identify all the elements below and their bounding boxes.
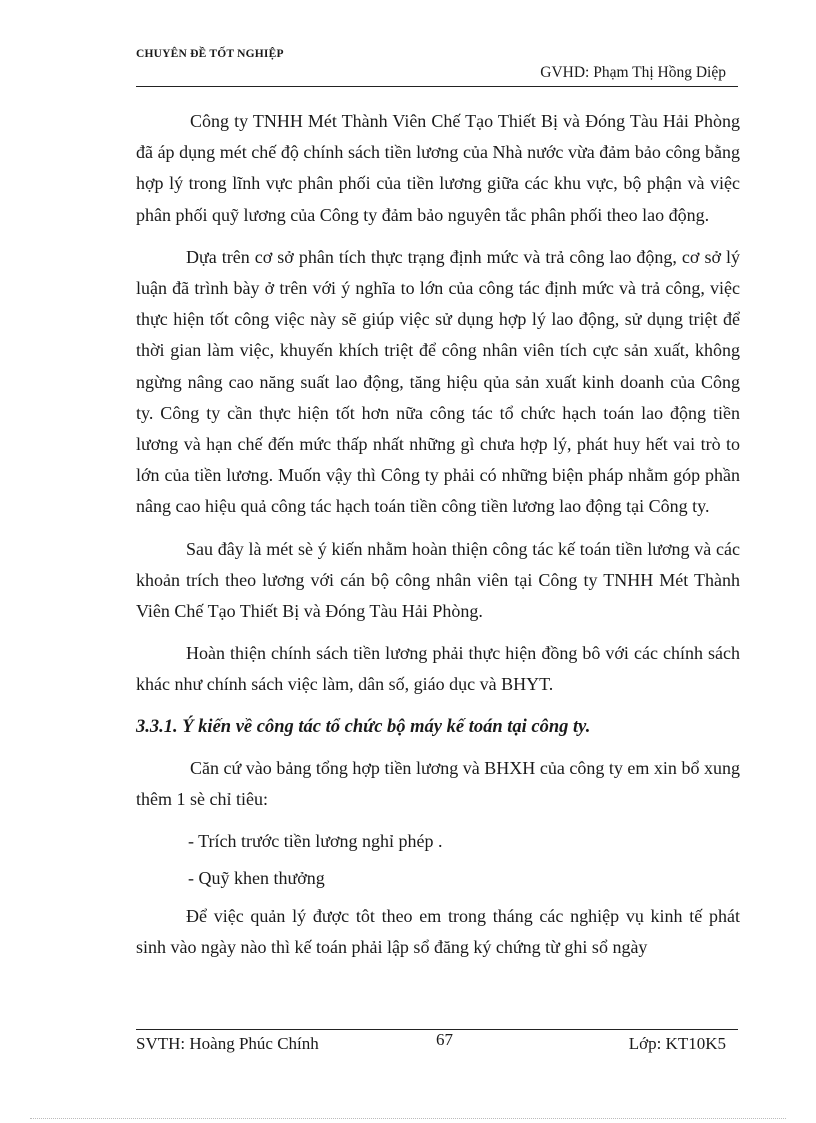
- section-heading: 3.3.1. Ý kiến về công tác tổ chức bộ máy kế toán tại công ty.: [136, 716, 591, 737]
- paragraph-5: Căn cứ vào bảng tổng hợp tiền lương và BHXH của công ty em xin bổ xung thêm 1 sè chỉ tiêu:: [136, 757, 740, 810]
- paragraph-2: Dựa trên cơ sở phân tích thực trạng định mức và trả công lao động, cơ sở lý luận đã trình bày ở trên với ý nghĩa to lớn của công tác định mức và trả công, việc thực hiện tốt công việc này sẽ giúp việc sử dụng hợp lý lao động, sử dụng triệt để thời gian làm việc, khuyến khích triệt để công nhân viên tích cực sản xuất, không ngừng nâng cao năng suất lao động, tăng hiệu qủa sản xuất kinh doanh của Công ty. Công ty cần thực hiện tốt hơn nữa công tác tổ chức hạch toán lao động tiền lương và hạn chế đến mức thấp nhất những gì chưa hợp lý, phát huy hết vai trò to lớn của tiền lương. Muốn vậy thì Công ty phải có những biện pháp nhằm góp phần nâng cao hiệu quả công tác hạch toán tiền công tiền lương lao động tại Công ty.: [136, 246, 740, 517]
- footer-student: SVTH: Hoàng Phúc Chính: [136, 1034, 319, 1053]
- header-title: CHUYÊN ĐỀ TỐT NGHIỆP: [136, 48, 284, 60]
- document-body: [136, 106, 740, 974]
- paragraph-3: Sau đây là mét sè ý kiến nhằm hoàn thiện công tác kế toán tiền lương và các khoản trích theo lương với cán bộ công nhân viên tại Công ty TNHH Mét Thành Viên Chế Tạo Thiết Bị và Đóng Tàu Hải Phòng.: [136, 538, 740, 622]
- header-supervisor: GVHD: Phạm Thị Hồng Diệp: [540, 64, 726, 81]
- header-divider: [136, 86, 738, 87]
- paragraph-4: Hoàn thiện chính sách tiền lương phải thực hiện đồng bô với các chính sách khác như chính sách việc làm, dân số, giáo dục và BHYT.: [136, 643, 740, 695]
- paragraph-6: Để việc quản lý được tôt theo em trong tháng các nghiệp vụ kinh tế phát sinh vào ngày nào thì kế toán phải lập sổ đăng ký chứng từ ghi sổ ngày: [136, 905, 740, 957]
- page-number: 67: [436, 1030, 453, 1049]
- bullet-item-1: - Trích trước tiền lương nghỉ phép .: [188, 831, 443, 852]
- page-edge-dotted-line: [30, 1118, 786, 1119]
- bullet-item-2: - Quỹ khen thưởng: [188, 868, 325, 889]
- paragraph-1: Công ty TNHH Mét Thành Viên Chế Tạo Thiết Bị và Đóng Tàu Hải Phòng đã áp dụng mét chế độ chính sách tiền lương của Nhà nước vừa đảm bảo công bằng hợp lý trong lĩnh vực phân phối của tiền lương giữa các khu vực, bộ phận và việc phân phối quỹ lương của Công ty đảm bảo nguyên tắc phân phối theo lao động.: [136, 111, 740, 225]
- footer-class: Lớp: KT10K5: [628, 1034, 726, 1053]
